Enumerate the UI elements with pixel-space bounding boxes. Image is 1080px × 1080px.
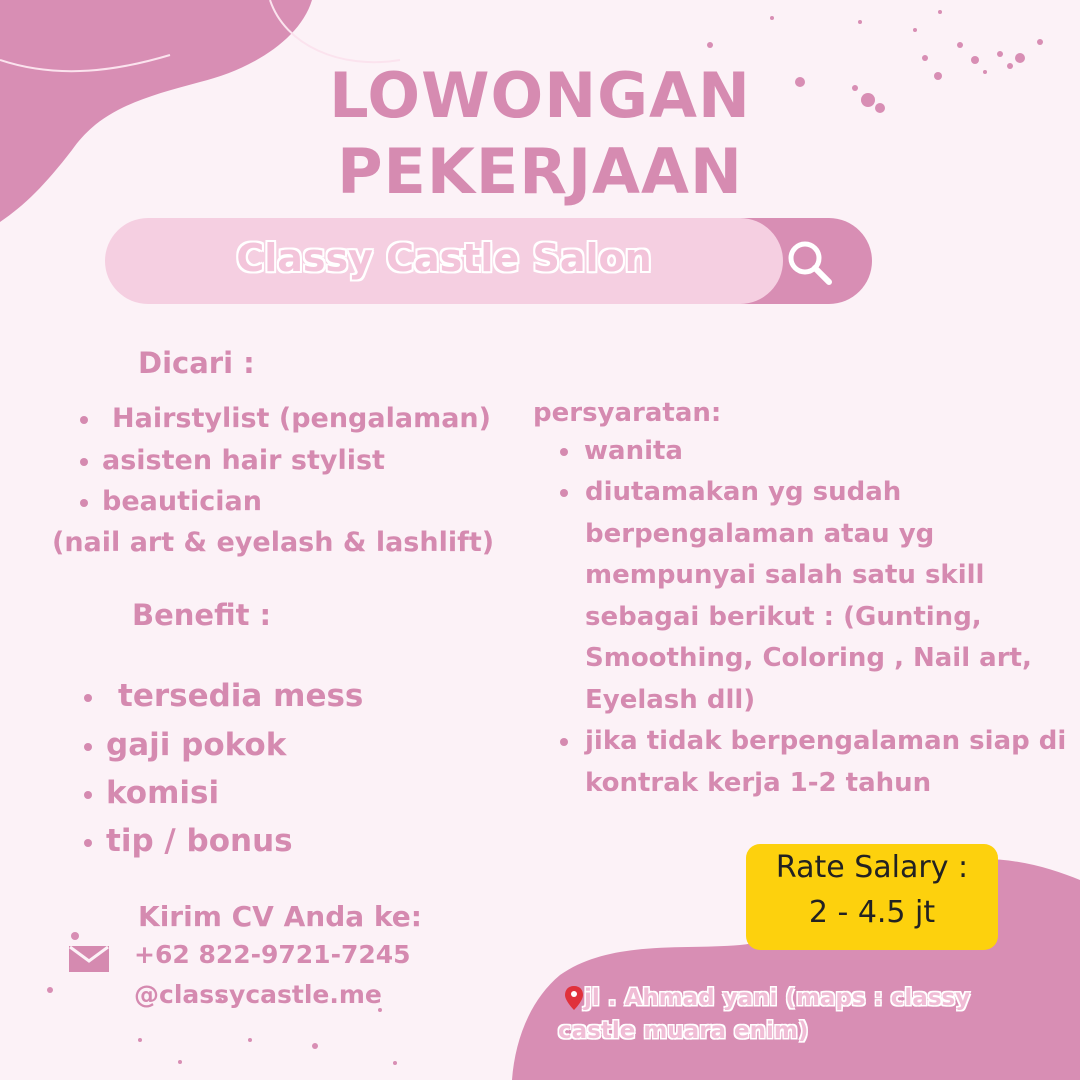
benefit-item-3	[84, 775, 219, 811]
salon-name: Classy Castle Salon	[236, 236, 652, 280]
req-line: mempunyai salah satu skill	[585, 560, 985, 590]
salary-value: 2 - 4.5 jt	[808, 895, 936, 930]
benefit-item-label: komisi	[106, 775, 220, 811]
req-line: berpengalaman atau yg	[585, 518, 935, 549]
salary-label: Rate Salary :	[775, 850, 969, 885]
address-text: jl . Ahmad yani (maps : classy castle muara enim)	[558, 985, 971, 1044]
mail-icon	[68, 944, 110, 974]
title-line-2: PEKERJAAN	[337, 135, 743, 208]
benefit-item-label: tip / bonus	[106, 823, 293, 859]
bullet	[80, 499, 88, 507]
bullet	[84, 694, 92, 702]
dicari-item-3	[80, 486, 262, 517]
persyaratan-heading: persyaratan:	[533, 398, 722, 428]
contact-phone[interactable]: +62 822-9721-7245	[134, 940, 411, 969]
req-line: sebagai berikut : (Gunting,	[585, 601, 982, 632]
bullet	[84, 743, 92, 751]
req-line: Smoothing, Coloring , Nail art,	[585, 643, 1032, 673]
page-title	[0, 58, 1080, 210]
salary-badge	[746, 844, 998, 950]
req-item-3	[585, 721, 1066, 804]
address	[558, 982, 1038, 1048]
dicari-heading: Dicari :	[138, 346, 255, 380]
benefit-item-label: gaji pokok	[106, 727, 287, 763]
search-icon	[785, 238, 837, 290]
bullet	[84, 839, 92, 847]
req-line: Eyelash dll)	[585, 684, 756, 715]
contact-heading: Kirim CV Anda ke:	[138, 900, 422, 933]
benefit-heading: Benefit :	[132, 598, 272, 632]
benefit-item-label: tersedia mess	[118, 678, 364, 714]
dicari-item-label: beautician	[102, 486, 262, 517]
title-line-1: LOWONGAN	[329, 59, 751, 132]
bullet	[80, 458, 88, 466]
bullet	[80, 416, 88, 424]
benefit-item-4	[84, 823, 293, 859]
dicari-item-label: Hairstylist (pengalaman)	[112, 403, 491, 434]
bullet	[560, 448, 568, 456]
benefit-item-1	[84, 678, 363, 714]
req-line: diutamakan yg sudah	[585, 477, 902, 507]
bullet	[84, 791, 92, 799]
bullet	[560, 738, 568, 746]
req-item-2	[585, 472, 1032, 721]
contact-instagram[interactable]: @classycastle.me	[134, 980, 382, 1009]
dicari-item-2	[80, 445, 385, 476]
dicari-note: (nail art & eyelash & lashlift)	[52, 527, 495, 558]
dicari-item-label: asisten hair stylist	[102, 445, 385, 476]
req-item-1	[560, 431, 683, 473]
req-line: kontrak kerja 1-2 tahun	[585, 767, 932, 798]
bullet	[560, 489, 568, 497]
req-item-label: wanita	[584, 436, 683, 466]
benefit-item-2	[84, 727, 286, 763]
req-line: jika tidak berpengalaman siap di	[585, 726, 1067, 756]
dicari-item-1	[80, 403, 491, 434]
